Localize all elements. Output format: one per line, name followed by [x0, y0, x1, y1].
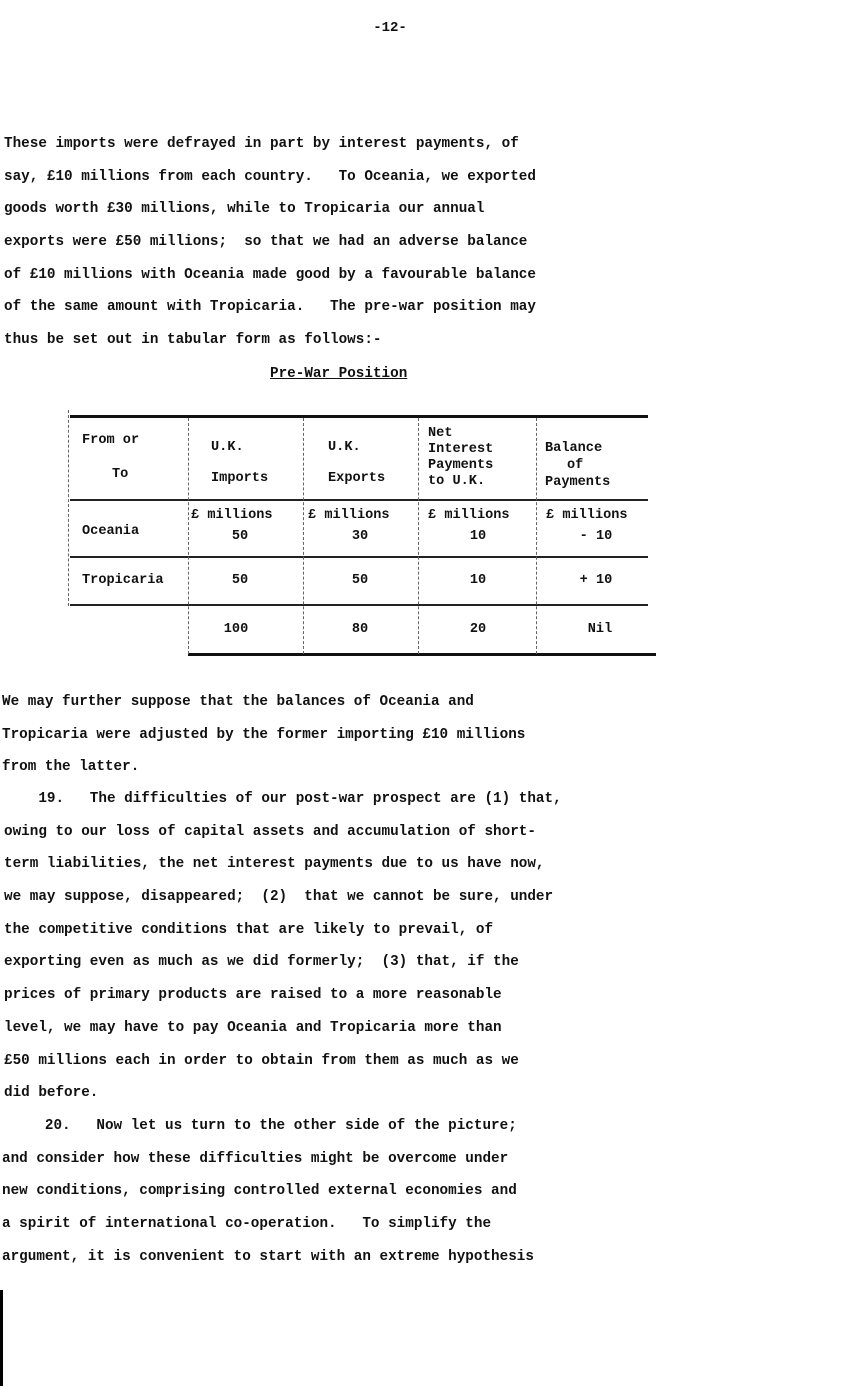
text-line: prices of primary products are raised to a more reasonable [4, 987, 502, 1004]
total-balance: Nil [587, 622, 613, 637]
page-number: -12- [373, 20, 407, 36]
text-line: level, we may have to pay Oceania and Tropicaria more than [4, 1019, 502, 1036]
text-line: of £10 millions with Oceania made good by a favourable balance [4, 266, 536, 283]
table-column-rule [303, 418, 304, 654]
total-imports: 100 [223, 622, 249, 637]
text-line: argument, it is convenient to start with an extreme hypothesis [2, 1248, 534, 1265]
header-interest-2: Interest [428, 442, 494, 457]
table-row-rule [70, 604, 648, 606]
text-line: term liabilities, the net interest payments due to us have now, [4, 856, 545, 873]
table-column-rule [418, 418, 419, 654]
units-label: £ millions [191, 508, 273, 523]
text-line: These imports were defrayed in part by interest payments, of [4, 136, 519, 152]
tropicaria-interest: 10 [469, 573, 487, 588]
tropicaria-imports: 50 [231, 573, 249, 588]
text-line: the competitive conditions that are likely to prevail, of [4, 921, 494, 938]
table-title: Pre-War Position [270, 366, 408, 382]
header-exports-1: U.K. [328, 440, 361, 455]
paragraph-intro [4, 128, 536, 357]
text-line: a spirit of international co-operation. To simplify the [2, 1216, 492, 1233]
units-label: £ millions [308, 508, 390, 523]
text-line: from the latter. [2, 759, 140, 776]
table-row-rule [70, 556, 648, 558]
text-line: new conditions, comprising controlled external economies and [2, 1183, 517, 1200]
header-from: From or [82, 433, 140, 448]
text-line: 19. The difficulties of our post-war prospect are (1) that, [4, 791, 562, 807]
text-line: we may suppose, disappeared; (2) that we cannot be sure, under [4, 889, 554, 906]
oceania-imports: 50 [231, 529, 249, 544]
table-bottom-rule [188, 653, 656, 656]
tropicaria-balance: + 10 [579, 573, 613, 588]
units-label: £ millions [546, 508, 628, 523]
text-line: owing to our loss of capital assets and accumulation of short- [4, 823, 536, 840]
table-header-rule [70, 499, 648, 501]
header-interest-1: Net [428, 426, 453, 441]
header-to: To [112, 467, 129, 482]
header-interest-3: Payments [428, 458, 494, 473]
header-exports-2: Exports [328, 471, 386, 486]
table-column-rule [536, 418, 537, 654]
table-column-rule [68, 410, 69, 606]
text-line: thus be set out in tabular form as follows:- [4, 332, 382, 349]
text-line: We may further suppose that the balances of Oceania and [2, 694, 474, 710]
margin-scan-edge [0, 1290, 3, 1386]
text-line: and consider how these difficulties might be overcome under [2, 1150, 509, 1167]
header-balance-1: Balance [545, 441, 603, 456]
header-interest-4: to U.K. [428, 474, 486, 489]
total-interest: 20 [469, 622, 487, 637]
oceania-interest: 10 [469, 529, 487, 544]
header-balance-3: Payments [545, 475, 611, 490]
tropicaria-exports: 50 [351, 573, 369, 588]
header-balance-2: of [567, 458, 584, 473]
text-line: of the same amount with Tropicaria. The pre-war position may [4, 299, 536, 316]
oceania-exports: 30 [351, 529, 369, 544]
text-line: 20. Now let us turn to the other side of the picture; [2, 1118, 517, 1134]
total-exports: 80 [351, 622, 369, 637]
row-name-tropicaria: Tropicaria [82, 573, 164, 588]
text-line: say, £10 millions from each country. To Oceania, we exported [4, 168, 536, 185]
text-line: did before. [4, 1085, 99, 1102]
text-line: exports were £50 millions; so that we had an adverse balance [4, 234, 528, 251]
paragraph-20 [2, 1110, 534, 1273]
row-name-oceania: Oceania [82, 524, 140, 539]
text-line: £50 millions each in order to obtain from them as much as we [4, 1052, 519, 1069]
oceania-balance: - 10 [579, 529, 613, 544]
paragraph-adjustment [2, 686, 525, 784]
table-column-rule [188, 418, 189, 654]
text-line: exporting even as much as we did formerly; (3) that, if the [4, 954, 519, 971]
text-line: goods worth £30 millions, while to Tropicaria our annual [4, 201, 485, 218]
header-imports-1: U.K. [211, 440, 244, 455]
table-top-rule [70, 415, 648, 418]
text-line: Tropicaria were adjusted by the former importing £10 millions [2, 726, 526, 743]
header-imports-2: Imports [211, 471, 269, 486]
units-label: £ millions [428, 508, 510, 523]
paragraph-19 [4, 783, 562, 1110]
